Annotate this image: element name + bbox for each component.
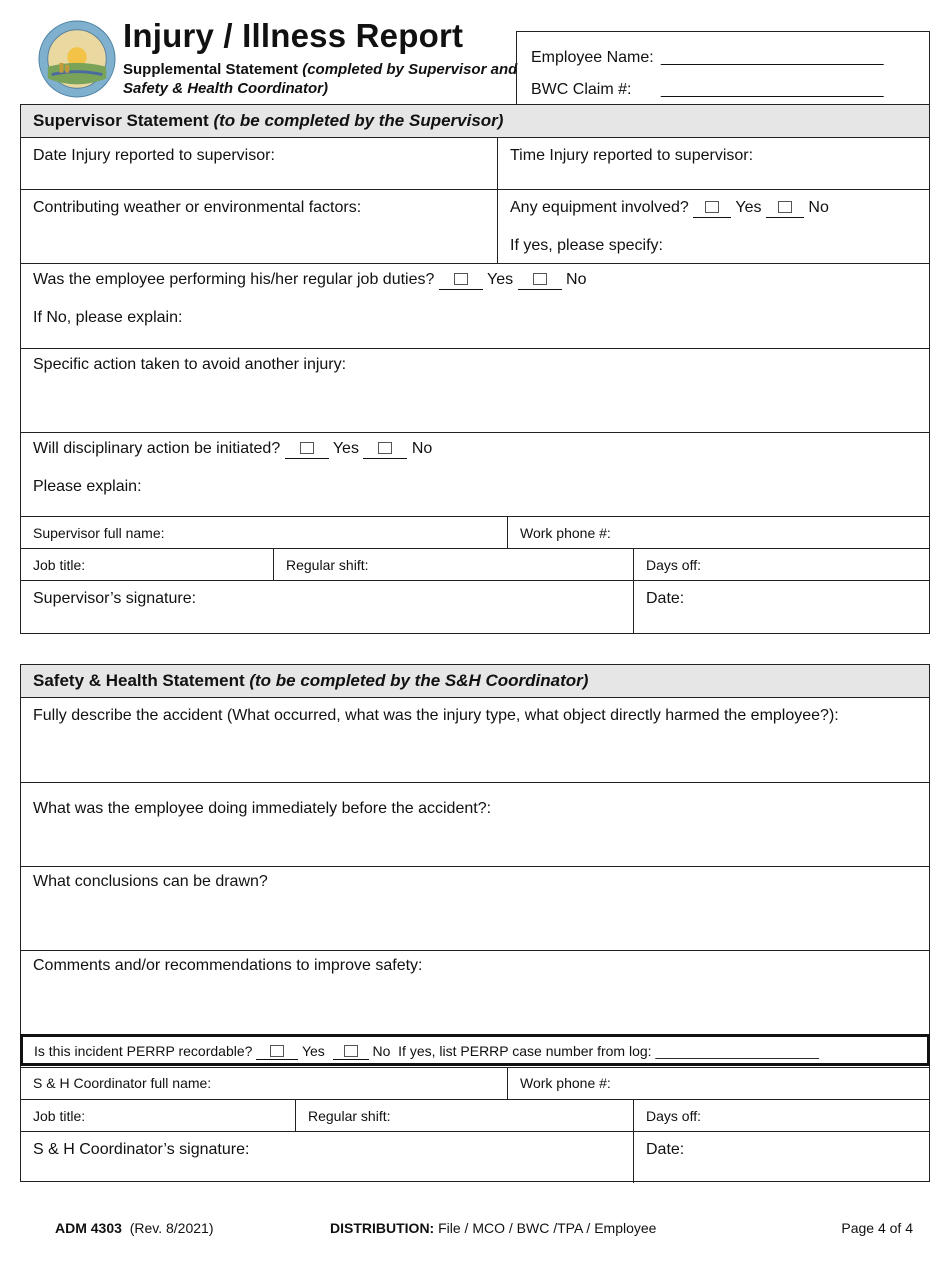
disciplinary-no-label: No [411,440,433,457]
disciplinary-no-option[interactable] [363,440,407,459]
equipment-no-checkbox[interactable] [778,201,792,213]
safety-heading-title: Safety & Health Statement [33,671,245,690]
regular-duties-row [21,263,929,348]
employee-name-field[interactable] [531,49,884,67]
equipment-field [497,190,929,263]
perrp-case-number-blank[interactable]: _____________________ [655,1043,819,1059]
sh-name-row [21,1067,929,1099]
bwc-claim-label: BWC Claim #: [531,81,632,98]
supervisor-name-field[interactable] [21,517,507,548]
conclusions-row[interactable] [21,866,929,950]
date-reported-label: Date Injury reported to supervisor: [33,147,275,164]
equipment-question-label: Any equipment involved? [510,199,689,216]
perrp-yes-option[interactable] [256,1043,298,1060]
bwc-claim-blank: _________________________ [661,81,884,98]
safety-heading-note: (to be completed by the S&H Coordinator) [249,671,589,690]
supervisor-heading [21,105,929,137]
perrp-no-option[interactable] [333,1043,369,1060]
disciplinary-no-checkbox[interactable] [378,442,392,454]
disciplinary-row [21,432,929,516]
supervisor-phone-field[interactable] [507,517,929,548]
describe-label: Fully describe the accident (What occurred, what was the injury type, what object directly harmed the employee?): [33,707,839,724]
supervisor-job-row [21,548,929,580]
weather-label: Contributing weather or environmental factors: [33,199,362,216]
sh-phone-label: Work phone #: [520,1075,611,1091]
perrp-list-label: If yes, list PERRP case number from log: [398,1043,652,1059]
disciplinary-yes-option[interactable] [285,440,329,459]
distribution [330,1220,656,1236]
sh-name-field[interactable] [21,1068,507,1099]
equipment-yes-option[interactable] [693,199,731,218]
supervisor-days-off-label: Days off: [646,557,701,573]
page-number: Page 4 of 4 [841,1220,913,1236]
comments-row[interactable] [21,950,929,1035]
supervisor-heading-note: (to be completed by the Supervisor) [213,111,504,130]
sh-shift-label: Regular shift: [308,1108,391,1124]
sh-date-field[interactable] [633,1132,929,1183]
form-revision: (Rev. 8/2021) [129,1220,214,1236]
supervisor-date-field[interactable] [633,581,929,633]
reported-row [21,137,929,189]
doing-before-row[interactable] [21,782,929,866]
subtitle-bold: Supplemental Statement [123,61,299,78]
supervisor-job-title-field[interactable] [21,549,273,580]
supervisor-signature-label: Supervisor’s signature: [33,590,197,607]
comments-label: Comments and/or recommendations to improve safety: [33,957,423,974]
sh-days-off-label: Days off: [646,1108,701,1124]
regular-duties-no-label: No [566,271,587,288]
sh-job-title-label: Job title: [33,1108,86,1124]
weather-equipment-row [21,189,929,263]
report-subtitle [123,60,518,98]
perrp-no-checkbox[interactable] [344,1045,358,1057]
disciplinary-yes-checkbox[interactable] [300,442,314,454]
perrp-yes-checkbox[interactable] [270,1045,284,1057]
equipment-specify-label: If yes, please specify: [510,237,663,254]
report-title: Injury / Illness Report [123,17,464,54]
equipment-question [510,199,829,218]
supervisor-section [20,104,930,634]
regular-duties-yes-label: Yes [487,271,514,288]
conclusions-label: What conclusions can be drawn? [33,873,268,890]
date-reported-field[interactable] [21,138,497,189]
specific-action-label: Specific action taken to avoid another injury: [33,356,347,373]
describe-row[interactable] [21,697,929,782]
doing-before-label: What was the employee doing immediately before the accident?: [33,800,492,817]
disciplinary-yes-label: Yes [332,440,359,457]
sh-signature-field[interactable] [21,1132,633,1183]
distribution-label: DISTRIBUTION: [330,1220,435,1236]
perrp-yes-label: Yes [301,1043,325,1059]
sh-date-label: Date: [646,1141,685,1158]
supervisor-phone-label: Work phone #: [520,525,611,541]
employee-name-label: Employee Name: [531,49,654,66]
regular-duties-no-option[interactable] [518,271,562,290]
regular-duties-question [33,271,586,290]
disciplinary-label: Will disciplinary action be initiated? [33,440,281,457]
perrp-row [20,1034,930,1066]
supervisor-signature-field[interactable] [21,581,633,633]
equipment-no-option[interactable] [766,199,804,218]
regular-duties-yes-checkbox[interactable] [454,273,468,285]
equipment-yes-label: Yes [735,199,762,216]
form-number [55,1220,213,1236]
regular-duties-explain-label: If No, please explain: [33,309,183,326]
supervisor-signature-row [21,580,929,633]
disciplinary-question [33,440,432,459]
sh-signature-label: S & H Coordinator’s signature: [33,1141,250,1158]
regular-duties-no-checkbox[interactable] [533,273,547,285]
sh-job-row [21,1099,929,1131]
supervisor-heading-title: Supervisor Statement [33,111,209,130]
perrp-no-label: No [372,1043,391,1059]
perrp-question-label: Is this incident PERRP recordable? [34,1043,253,1059]
weather-field[interactable] [21,190,497,263]
bwc-claim-field[interactable] [531,81,884,99]
supervisor-days-off-field[interactable] [633,549,929,580]
sh-name-label: S & H Coordinator full name: [33,1075,212,1091]
state-seal-logo [38,20,116,98]
supervisor-date-label: Date: [646,590,685,607]
form-number-code: ADM 4303 [55,1220,122,1236]
safety-heading [21,665,929,697]
regular-duties-yes-option[interactable] [439,271,483,290]
disciplinary-explain-label: Please explain: [33,478,142,495]
sh-shift-field[interactable] [295,1100,633,1131]
perrp-question [34,1043,819,1060]
employee-info-box [516,31,930,105]
subtitle-italic: (completed by Supervisor and Safety & Health Coordinator) [123,61,518,97]
supervisor-job-title-label: Job title: [33,557,86,573]
time-reported-field[interactable] [497,138,929,189]
employee-name-blank: _________________________ [661,49,884,66]
supervisor-shift-field[interactable] [273,549,633,580]
supervisor-name-label: Supervisor full name: [33,525,165,541]
equipment-yes-checkbox[interactable] [705,201,719,213]
sh-signature-row [21,1131,929,1183]
supervisor-name-row [21,516,929,548]
regular-duties-label: Was the employee performing his/her regular job duties? [33,271,435,288]
sh-phone-field[interactable] [507,1068,929,1099]
safety-section [20,664,930,1182]
sh-days-off-field[interactable] [633,1100,929,1131]
time-reported-label: Time Injury reported to supervisor: [510,147,754,164]
equipment-no-label: No [808,199,829,216]
distribution-value: File / MCO / BWC /TPA / Employee [438,1220,657,1236]
specific-action-row[interactable] [21,348,929,432]
supervisor-shift-label: Regular shift: [286,557,369,573]
sh-job-title-field[interactable] [21,1100,295,1131]
